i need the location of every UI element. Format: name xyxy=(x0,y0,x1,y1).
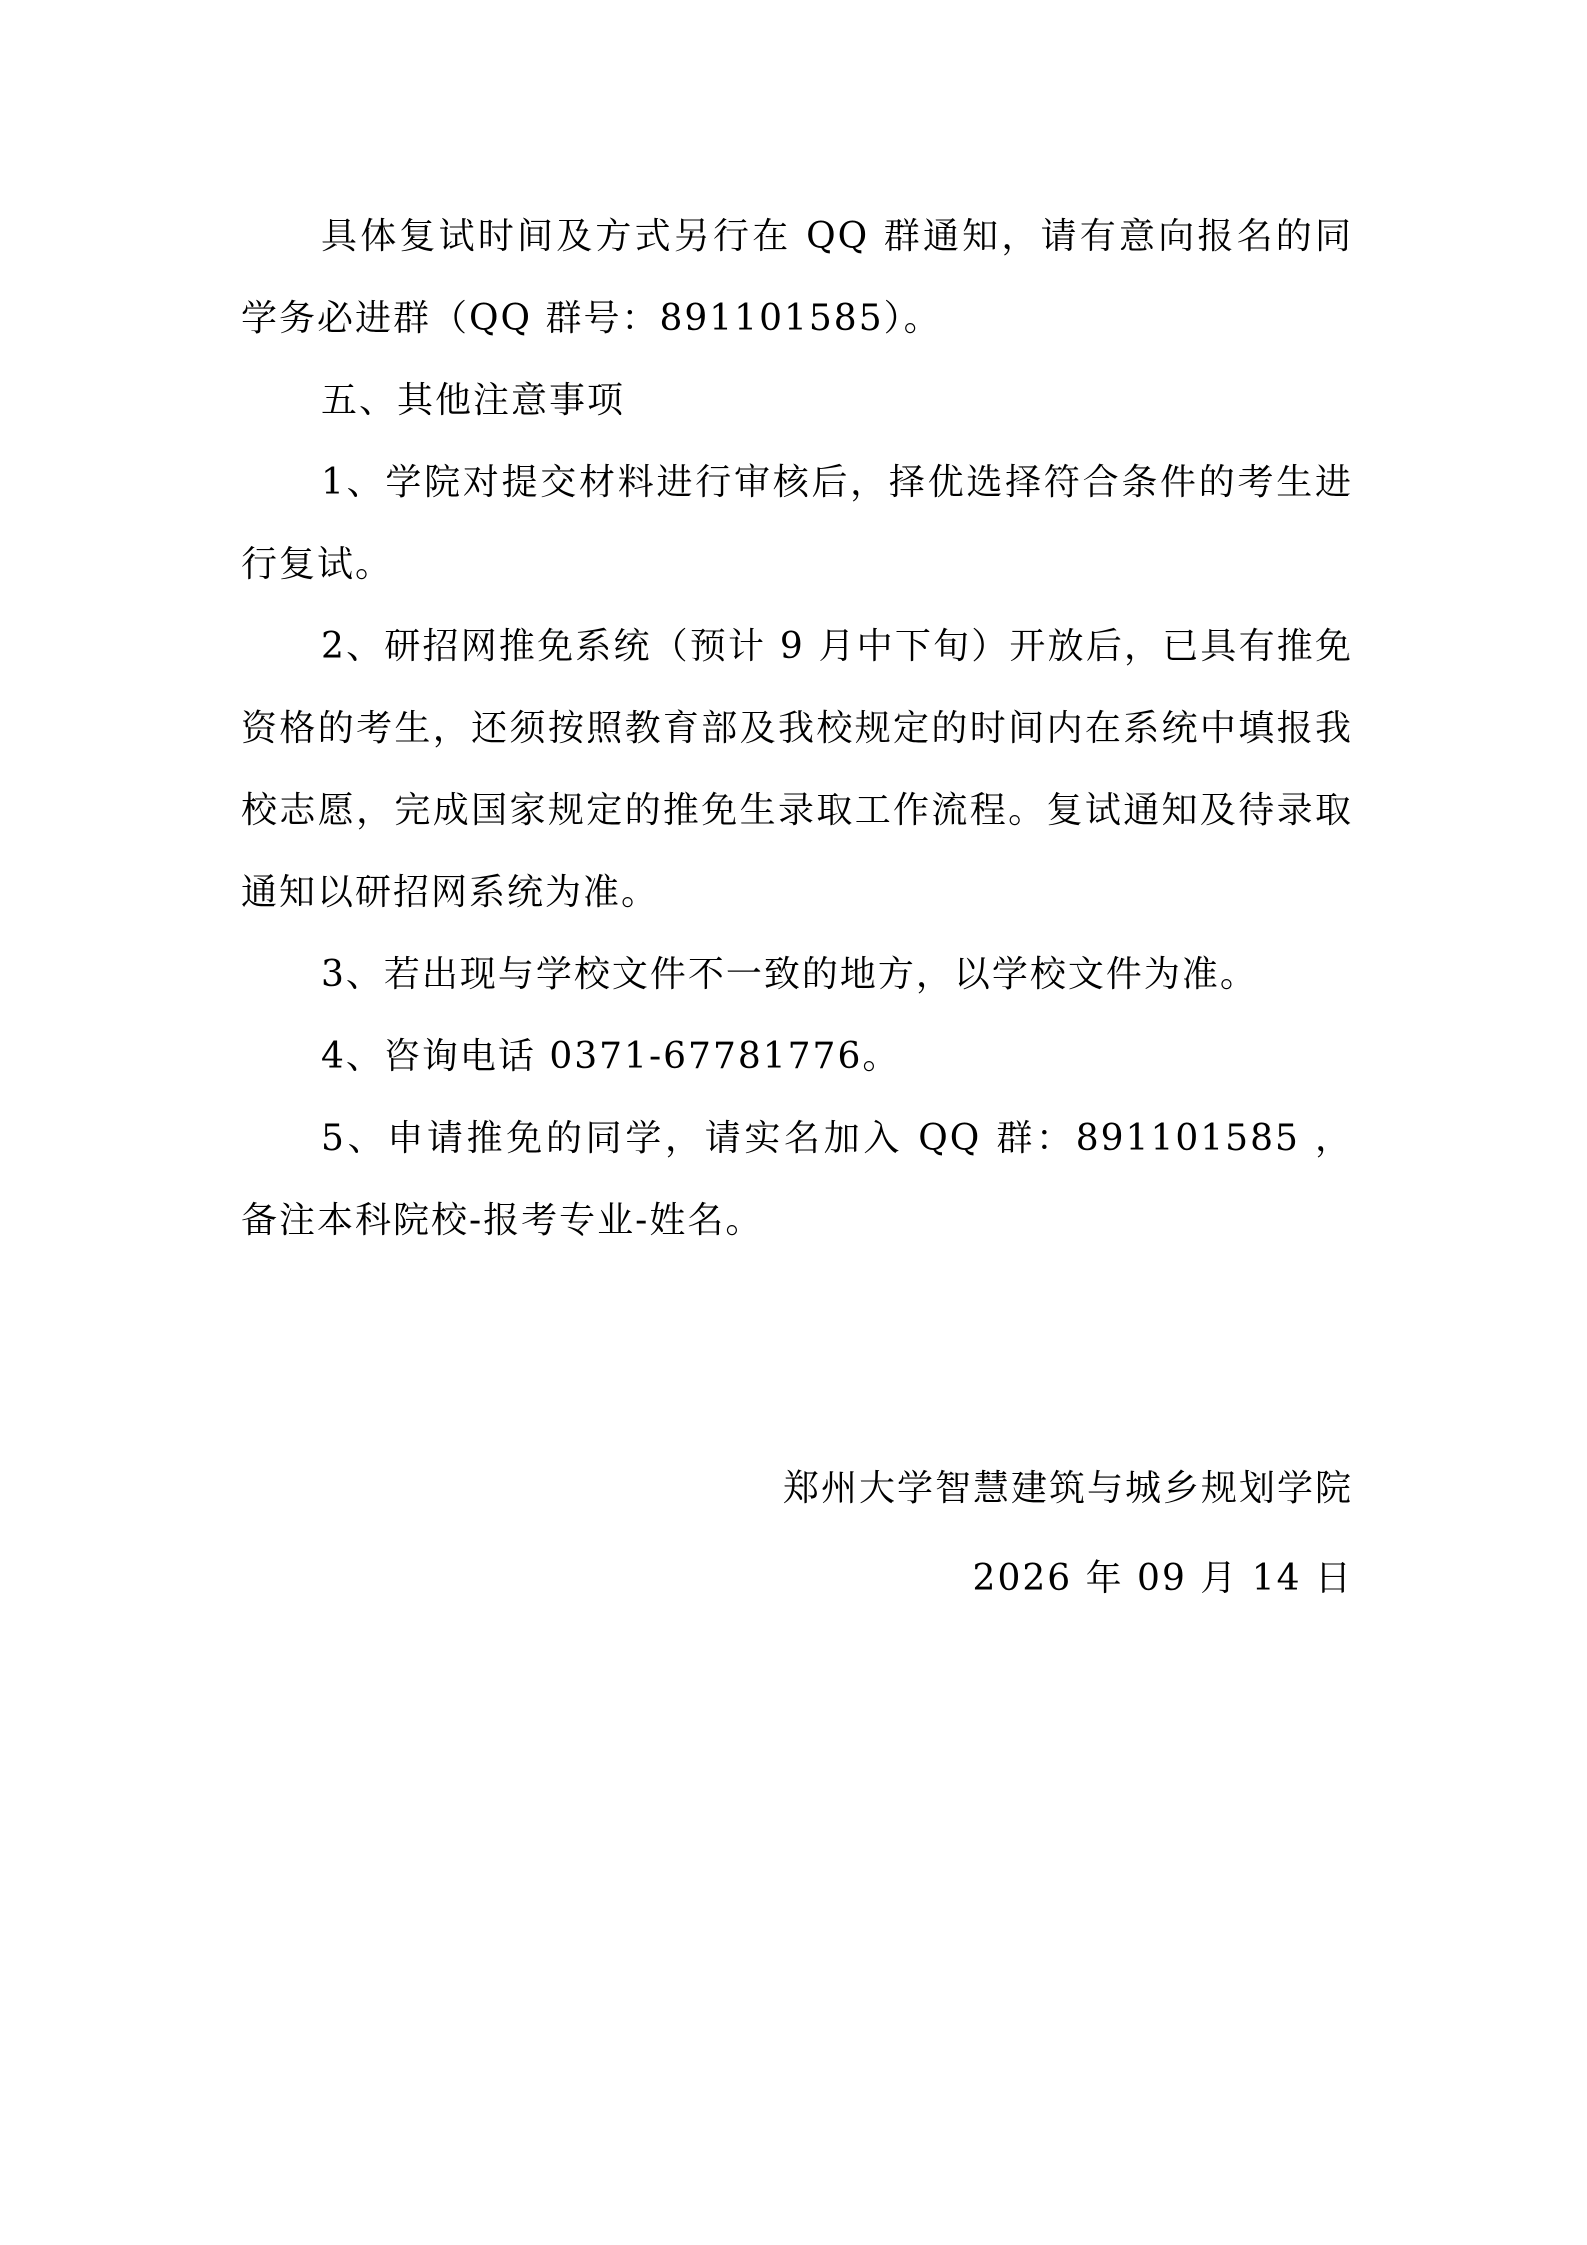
paragraph-item-2: 2、研招网推免系统（预计 9 月中下旬）开放后，已具有推免资格的考生，还须按照教育部及我校规定的时间内在系统中填报我校志愿，完成国家规定的推免生录取工作流程。复试通知及待录取通知以研招网系统为准。 xyxy=(241,626,1353,913)
paragraph-item-1: 1、学院对提交材料进行审核后，择优选择符合条件的考生进行复试。 xyxy=(241,462,1353,585)
signature-block xyxy=(783,1444,1353,1624)
paragraph-review-notice: 具体复试时间及方式另行在 QQ 群通知，请有意向报名的同学务必进群（QQ 群号：891101585）。 xyxy=(241,216,1353,339)
paragraph-item-4: 4、咨询电话 0371-67781776。 xyxy=(321,1036,901,1077)
paragraph-item-3: 3、若出现与学校文件不一致的地方，以学校文件为准。 xyxy=(321,954,1258,995)
signature-date: 2026 年 09 月 14 日 xyxy=(972,1558,1353,1599)
paragraph-item-5: 5、申请推免的同学，请实名加入 QQ 群：891101585 ，备注本科院校-报考专业-姓名。 xyxy=(241,1118,1353,1241)
document-body xyxy=(241,196,1353,1262)
section-heading-other-notes: 五、其他注意事项 xyxy=(321,380,626,421)
signature-organization: 郑州大学智慧建筑与城乡规划学院 xyxy=(782,1468,1353,1509)
